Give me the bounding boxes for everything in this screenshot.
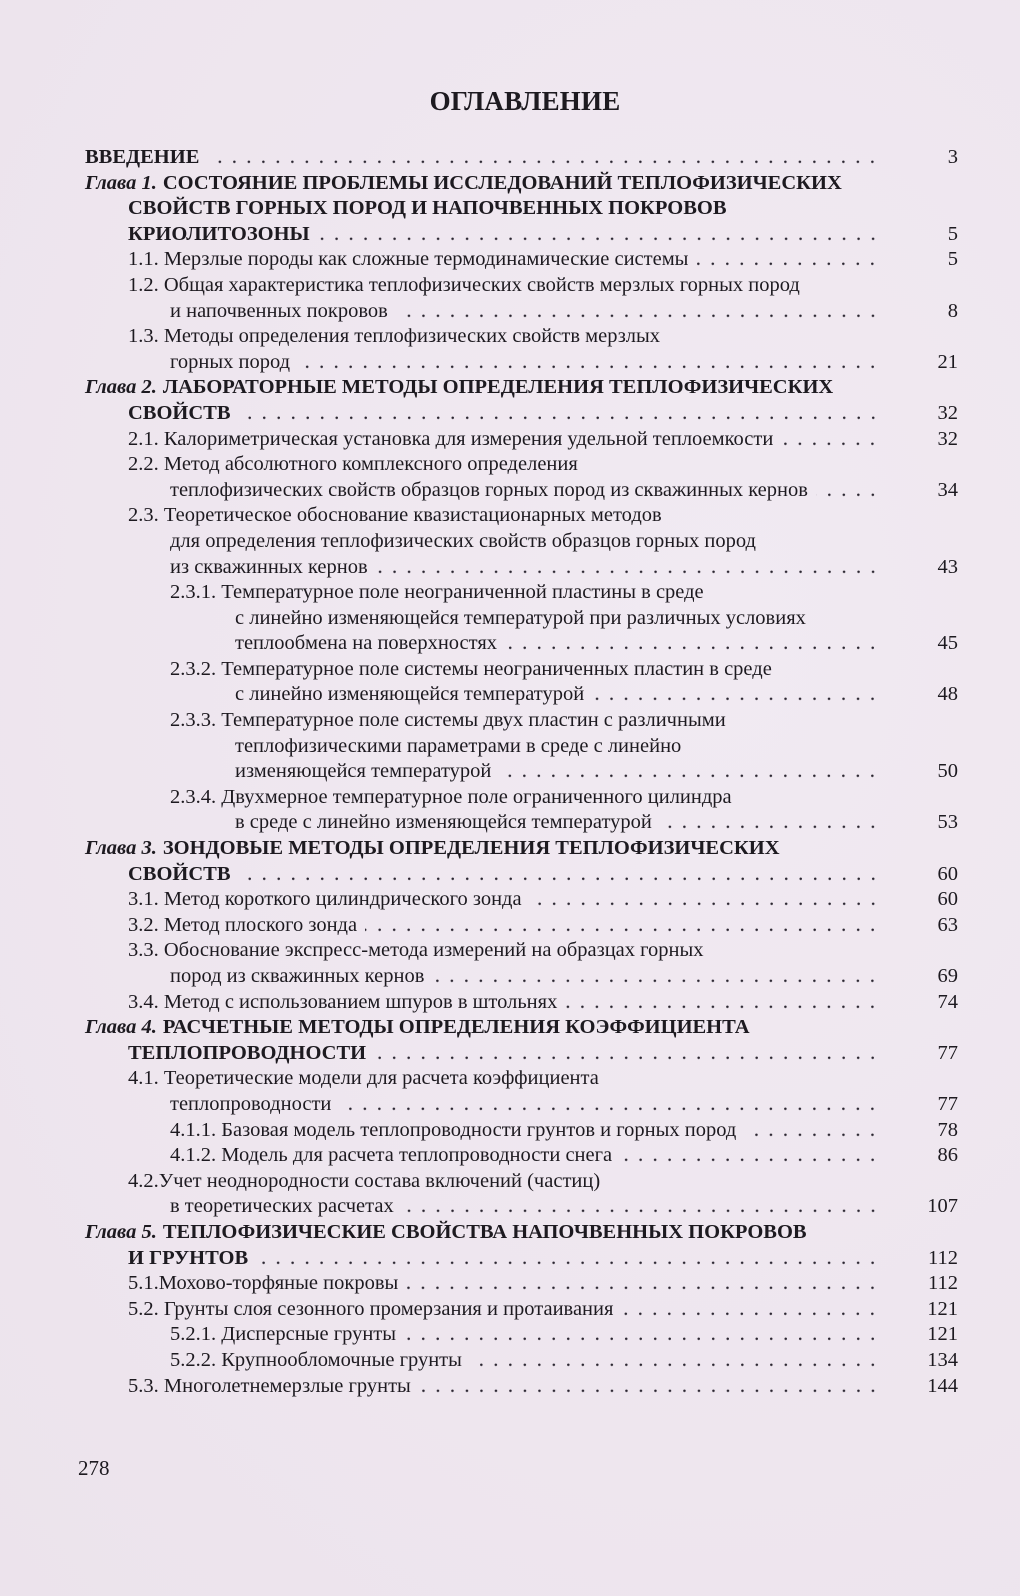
toc-line: [0, 1066, 890, 1092]
toc-line: [0, 708, 890, 734]
toc-section-entry[interactable]: [0, 452, 1020, 503]
toc-line: [0, 887, 958, 913]
table-of-contents: [0, 145, 1020, 1399]
entry-page-number: 86: [937, 1144, 958, 1167]
entry-page-number: 32: [937, 427, 958, 450]
entry-title: теплообмена на поверхностях: [235, 632, 498, 655]
entry-title: 2.3.3. Температурное поле системы двух пластин с различными: [170, 709, 726, 732]
entry-text: [128, 273, 800, 299]
toc-chapter-entry[interactable]: [0, 145, 1020, 171]
toc-line: [0, 247, 958, 273]
dot-leader: [816, 478, 884, 504]
entry-title: 3.4. Метод с использованием шпуров в штольнях: [128, 990, 558, 1013]
dot-leader: [470, 1348, 884, 1374]
toc-line: [0, 1041, 958, 1067]
toc-line: [0, 1271, 958, 1297]
toc-line: [0, 1322, 958, 1348]
toc-section-entry[interactable]: [0, 708, 1020, 785]
dot-leader: [565, 990, 884, 1016]
toc-line: [0, 401, 958, 427]
entry-page-number: 134: [927, 1348, 958, 1371]
toc-line: [0, 810, 958, 836]
entry-title: СВОЙСТВ ГОРНЫХ ПОРОД И НАПОЧВЕННЫХ ПОКРОВОВ: [128, 197, 727, 220]
entry-text: [85, 171, 842, 197]
toc-section-entry[interactable]: [0, 1322, 1020, 1348]
dot-leader: [621, 1297, 884, 1323]
toc-line: [0, 1246, 958, 1272]
toc-section-entry[interactable]: [0, 427, 1020, 453]
toc-section-entry[interactable]: [0, 1348, 1020, 1374]
toc-line: [0, 1220, 890, 1246]
entry-title: СВОЙСТВ: [128, 401, 231, 424]
entry-title: 4.1.1. Базовая модель теплопроводности грунтов и горных пород: [170, 1118, 737, 1141]
entry-page-number: 121: [927, 1297, 958, 1320]
entry-text: [235, 606, 806, 632]
toc-section-entry[interactable]: [0, 938, 1020, 989]
entry-page-number: 112: [928, 1246, 958, 1269]
entry-text: [128, 1271, 398, 1297]
entry-title: 4.2.Учет неоднородности состава включений (частиц): [128, 1169, 601, 1192]
toc-chapter-entry[interactable]: [0, 1015, 1020, 1066]
toc-section-entry[interactable]: [0, 1066, 1020, 1117]
toc-section-entry[interactable]: [0, 887, 1020, 913]
entry-title: 1.2. Общая характеристика теплофизических свойств мерзлых горных пород: [128, 273, 800, 296]
toc-line: [0, 1194, 958, 1220]
entry-title: теплофизическими параметрами в среде с линейно: [235, 734, 682, 757]
toc-line: [0, 529, 890, 555]
entry-page-number: 60: [937, 888, 958, 911]
chapter-label: Глава 2.: [85, 376, 157, 399]
entry-title: 1.1. Мерзлые породы как сложные термодинамические системы: [128, 248, 689, 271]
entry-text: [85, 1015, 750, 1041]
entry-text: [170, 1322, 396, 1348]
entry-page-number: 144: [927, 1374, 958, 1397]
chapter-label: Глава 1.: [85, 171, 157, 194]
entry-title: теплопроводности: [170, 1092, 332, 1115]
toc-line: [0, 427, 958, 453]
chapter-label: Глава 4.: [85, 1016, 157, 1039]
entry-text: [128, 222, 310, 248]
entry-page-number: 5: [947, 248, 958, 271]
toc-line: [0, 785, 890, 811]
entry-page-number: 8: [947, 299, 958, 322]
dot-leader: [376, 555, 884, 581]
entry-title: и напочвенных покровов: [170, 299, 388, 322]
toc-line: [0, 938, 890, 964]
entry-page-number: 21: [937, 350, 958, 373]
entry-text: [235, 631, 497, 657]
entry-title: 5.2.2. Крупнообломочные грунты: [170, 1348, 462, 1371]
toc-section-entry[interactable]: [0, 503, 1020, 580]
toc-line: [0, 990, 958, 1016]
entry-title: РАСЧЕТНЫЕ МЕТОДЫ ОПРЕДЕЛЕНИЯ КОЭФФИЦИЕНТА: [162, 1016, 750, 1039]
toc-section-entry[interactable]: [0, 247, 1020, 273]
toc-section-entry[interactable]: [0, 785, 1020, 836]
entry-title: ВВЕДЕНИЕ: [85, 146, 200, 168]
chapter-label: Глава 5.: [85, 1220, 157, 1243]
entry-text: [128, 1041, 366, 1067]
entry-page-number: 112: [928, 1272, 958, 1295]
toc-line: [0, 222, 958, 248]
entry-page-number: 43: [937, 555, 958, 578]
toc-section-entry[interactable]: [0, 1143, 1020, 1169]
entry-text: [170, 478, 808, 504]
entry-page-number: 77: [937, 1041, 958, 1064]
entry-title: 2.3. Теоретическое обоснование квазистационарных методов: [128, 504, 662, 527]
entry-text: [85, 145, 199, 171]
dot-leader: [256, 1246, 884, 1272]
page-title: ОГЛАВЛЕНИЕ: [429, 86, 621, 116]
entry-text: [170, 1143, 612, 1169]
dot-leader: [696, 247, 884, 273]
entry-title: 5.1.Мохово-торфяные покровы: [128, 1272, 399, 1295]
entry-text: [170, 1092, 331, 1118]
entry-text: [128, 938, 704, 964]
entry-page-number: 48: [937, 683, 958, 706]
toc-line: [0, 759, 958, 785]
toc-section-entry[interactable]: [0, 1118, 1020, 1144]
toc-line: [0, 1169, 890, 1195]
entry-title: теплофизических свойств образцов горных пород из скважинных кернов: [170, 478, 808, 501]
entry-title: 2.1. Калориметрическая установка для измерения удельной теплоемкости: [128, 427, 774, 450]
entry-title: 5.2. Грунты слоя сезонного промерзания и протаивания: [128, 1297, 614, 1320]
toc-line: [0, 862, 958, 888]
toc-section-entry[interactable]: [0, 990, 1020, 1016]
dot-leader: [404, 1322, 884, 1348]
entry-page-number: 45: [937, 632, 958, 655]
toc-line: [0, 324, 890, 350]
toc-chapter-entry[interactable]: [0, 375, 1020, 426]
entry-text: [170, 657, 772, 683]
dot-leader: [620, 1143, 884, 1169]
dot-leader: [374, 1041, 884, 1067]
entry-page-number: 5: [947, 222, 958, 245]
toc-chapter-entry[interactable]: [0, 1220, 1020, 1271]
entry-title: 5.2.1. Дисперсные грунты: [170, 1323, 397, 1346]
toc-line: [0, 273, 890, 299]
dot-leader: [239, 401, 884, 427]
entry-page-number: 60: [937, 862, 958, 885]
toc-line: [0, 503, 890, 529]
dot-leader: [505, 631, 884, 657]
entry-page-number: 74: [937, 990, 958, 1013]
entry-page-number: 121: [927, 1323, 958, 1346]
toc-line: [0, 913, 958, 939]
toc-section-entry[interactable]: [0, 1374, 1020, 1400]
entry-text: [128, 887, 522, 913]
entry-text: [128, 913, 357, 939]
toc-line: [0, 299, 958, 325]
entry-title: И ГРУНТОВ: [128, 1246, 249, 1269]
entry-text: [170, 964, 424, 990]
toc-chapter-entry[interactable]: [0, 836, 1020, 887]
dot-leader: [592, 682, 884, 708]
toc-section-entry[interactable]: [0, 913, 1020, 939]
dot-leader: [406, 1271, 884, 1297]
dot-leader: [660, 810, 884, 836]
entry-title: 3.1. Метод короткого цилиндрического зонда: [128, 888, 522, 911]
entry-page-number: 77: [937, 1092, 958, 1115]
entry-title: в теоретических расчетах: [170, 1195, 394, 1218]
toc-line: [0, 478, 958, 504]
entry-page-number: 107: [927, 1195, 958, 1218]
toc-line: [0, 375, 890, 401]
entry-title: 1.3. Методы определения теплофизических свойств мерзлых: [128, 325, 661, 348]
toc-section-entry[interactable]: [0, 1271, 1020, 1297]
entry-title: КРИОЛИТОЗОНЫ: [128, 222, 310, 245]
entry-text: [128, 1066, 599, 1092]
page-number: 278: [78, 1456, 110, 1480]
dot-leader: [339, 1092, 884, 1118]
entry-text: [170, 555, 368, 581]
entry-text: [128, 427, 773, 453]
dot-leader: [781, 427, 884, 453]
entry-page-number: 50: [937, 760, 958, 783]
toc-line: [0, 1374, 958, 1400]
dot-leader: [365, 913, 884, 939]
entry-text: [128, 990, 557, 1016]
entry-page-number: 63: [937, 913, 958, 936]
entry-text: [170, 1118, 736, 1144]
toc-line: [0, 196, 890, 222]
entry-title: СВОЙСТВ: [128, 862, 231, 885]
entry-text: [128, 1297, 613, 1323]
toc-line: [0, 734, 890, 760]
entry-text: [128, 503, 662, 529]
dot-leader: [239, 862, 884, 888]
toc-line: [0, 1118, 958, 1144]
dot-leader: [499, 759, 884, 785]
entry-title: ЛАБОРАТОРНЫЕ МЕТОДЫ ОПРЕДЕЛЕНИЯ ТЕПЛОФИЗИЧЕСКИХ: [162, 376, 834, 399]
entry-text: [235, 810, 652, 836]
entry-text: [128, 324, 660, 350]
toc-section-entry[interactable]: [0, 657, 1020, 708]
entry-page-number: 78: [937, 1118, 958, 1141]
entry-title: горных пород: [170, 350, 291, 373]
entry-title: в среде с линейно изменяющейся температурой: [235, 811, 652, 834]
entry-title: ЗОНДОВЫЕ МЕТОДЫ ОПРЕДЕЛЕНИЯ ТЕПЛОФИЗИЧЕСКИХ: [162, 837, 780, 860]
toc-line: [0, 145, 958, 171]
entry-title: 5.3. Многолетнемерзлые грунты: [128, 1374, 411, 1397]
entry-page-number: 34: [937, 478, 958, 501]
entry-text: [128, 452, 578, 478]
entry-text: [85, 836, 780, 862]
entry-text: [170, 580, 704, 606]
toc-line: [0, 1297, 958, 1323]
dot-leader: [318, 222, 884, 248]
toc-line: [0, 452, 890, 478]
toc-section-entry[interactable]: [0, 273, 1020, 324]
entry-text: [128, 196, 727, 222]
dot-leader: [396, 299, 884, 325]
dot-leader: [207, 145, 884, 171]
entry-title: изменяющейся температурой: [235, 760, 492, 783]
toc-line: [0, 606, 890, 632]
dot-leader: [530, 887, 884, 913]
entry-text: [85, 375, 833, 401]
dot-leader: [419, 1374, 884, 1400]
toc-line: [0, 580, 890, 606]
toc-section-entry[interactable]: [0, 324, 1020, 375]
entry-title: ТЕПЛОФИЗИЧЕСКИЕ СВОЙСТВА НАПОЧВЕННЫХ ПОКРОВОВ: [162, 1220, 807, 1243]
entry-text: [128, 401, 231, 427]
entry-page-number: 69: [937, 965, 958, 987]
toc-line: [0, 555, 958, 581]
entry-text: [235, 759, 491, 785]
toc-chapter-entry[interactable]: [0, 171, 1020, 248]
entry-title: пород из скважинных кернов: [170, 965, 425, 987]
entry-title: 4.1. Теоретические модели для расчета коэффициента: [128, 1067, 599, 1090]
chapter-label: Глава 3.: [85, 837, 157, 860]
entry-text: [170, 785, 732, 811]
entry-page-number: 32: [937, 401, 958, 424]
toc-line: [0, 171, 890, 197]
entry-title: СОСТОЯНИЕ ПРОБЛЕМЫ ИССЛЕДОВАНИЙ ТЕПЛОФИЗИЧЕСКИХ: [162, 171, 842, 194]
entry-page-number: 3: [947, 146, 958, 168]
entry-text: [170, 350, 290, 376]
entry-title: 2.3.4. Двухмерное температурное поле ограниченного цилиндра: [170, 785, 732, 808]
entry-title: 3.2. Метод плоского зонда: [128, 913, 358, 936]
entry-page-number: 53: [937, 811, 958, 834]
entry-text: [170, 1194, 394, 1220]
entry-title: с линейно изменяющейся температурой: [235, 683, 585, 706]
entry-title: из скважинных кернов: [170, 555, 368, 578]
toc-line: [0, 964, 958, 990]
entry-text: [128, 247, 688, 273]
toc-section-entry[interactable]: [0, 1169, 1020, 1220]
toc-line: [0, 1015, 890, 1041]
entry-text: [85, 1220, 807, 1246]
toc-section-entry[interactable]: [0, 1297, 1020, 1323]
dot-leader: [744, 1118, 884, 1144]
entry-text: [128, 862, 231, 888]
entry-text: [128, 1374, 411, 1400]
entry-text: [170, 529, 756, 555]
toc-line: [0, 1092, 958, 1118]
entry-title: 4.1.2. Модель для расчета теплопроводности снега: [170, 1144, 613, 1167]
toc-line: [0, 836, 890, 862]
toc-section-entry[interactable]: [0, 580, 1020, 657]
toc-line: [0, 350, 958, 376]
entry-text: [235, 734, 681, 760]
entry-title: ТЕПЛОПРОВОДНОСТИ: [128, 1041, 367, 1064]
toc-line: [0, 631, 958, 657]
entry-title: 2.2. Метод абсолютного комплексного определения: [128, 453, 578, 476]
toc-line: [0, 657, 890, 683]
entry-title: для определения теплофизических свойств образцов горных пород: [170, 529, 756, 552]
entry-title: 2.3.2. Температурное поле системы неограниченных пластин в среде: [170, 657, 772, 680]
dot-leader: [402, 1194, 884, 1220]
entry-title: 3.3. Обоснование экспресс-метода измерений на образцах горных: [128, 939, 704, 962]
dot-leader: [298, 350, 884, 376]
entry-text: [235, 682, 584, 708]
entry-title: с линейно изменяющейся температурой при различных условиях: [235, 606, 806, 629]
entry-text: [170, 1348, 462, 1374]
entry-title: 2.3.1. Температурное поле неограниченной пластины в среде: [170, 581, 704, 604]
entry-text: [128, 1169, 600, 1195]
dot-leader: [432, 964, 884, 990]
toc-line: [0, 1348, 958, 1374]
entry-text: [170, 708, 726, 734]
entry-text: [170, 299, 388, 325]
toc-line: [0, 1143, 958, 1169]
entry-text: [128, 1246, 248, 1272]
toc-line: [0, 682, 958, 708]
